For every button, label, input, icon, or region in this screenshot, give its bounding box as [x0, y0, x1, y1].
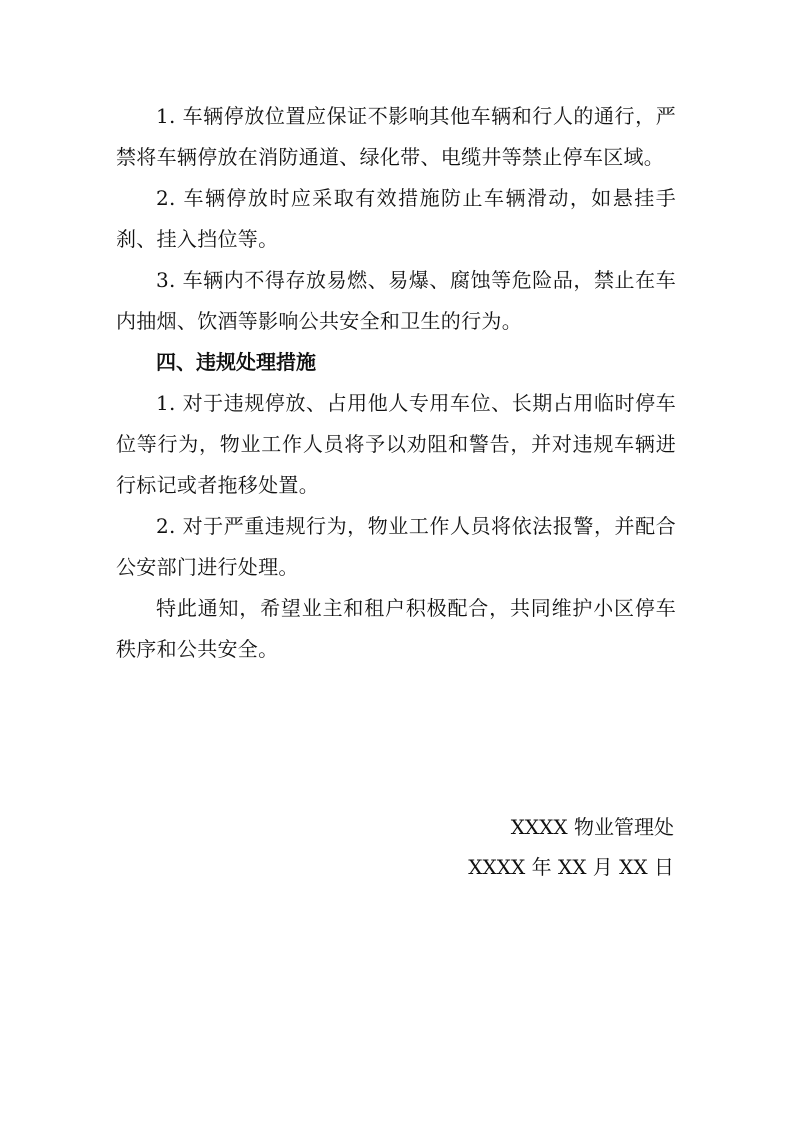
section-heading: 四、违规处理措施 — [156, 350, 316, 374]
document-body — [116, 96, 676, 670]
paragraph-item-3: 3. 车辆内不得存放易燃、易爆、腐蚀等危险品，禁止在车内抽烟、饮酒等影响公共安全和卫生的行为。 — [116, 268, 676, 333]
violation-item-2: 2. 对于严重违规行为，物业工作人员将依法报警，并配合公安部门进行处理。 — [116, 514, 676, 579]
signature-block — [468, 807, 674, 887]
paragraph-item-2: 2. 车辆停放时应采取有效措施防止车辆滑动，如悬挂手刹、挂入挡位等。 — [116, 186, 676, 251]
paragraph-item-1: 1. 车辆停放位置应保证不影响其他车辆和行人的通行，严禁将车辆停放在消防通道、绿化带、电缆井等禁止停车区域。 — [116, 104, 676, 169]
violation-item-1: 1. 对于违规停放、占用他人专用车位、长期占用临时停车位等行为，物业工作人员将予以劝阻和警告，并对违规车辆进行标记或者拖移处置。 — [116, 391, 676, 497]
signature-date: XXXX 年 XX 月 XX 日 — [468, 855, 674, 879]
closing-paragraph: 特此通知，希望业主和租户积极配合，共同维护小区停车秩序和公共安全。 — [116, 596, 676, 661]
signature-org: XXXX 物业管理处 — [510, 815, 674, 839]
